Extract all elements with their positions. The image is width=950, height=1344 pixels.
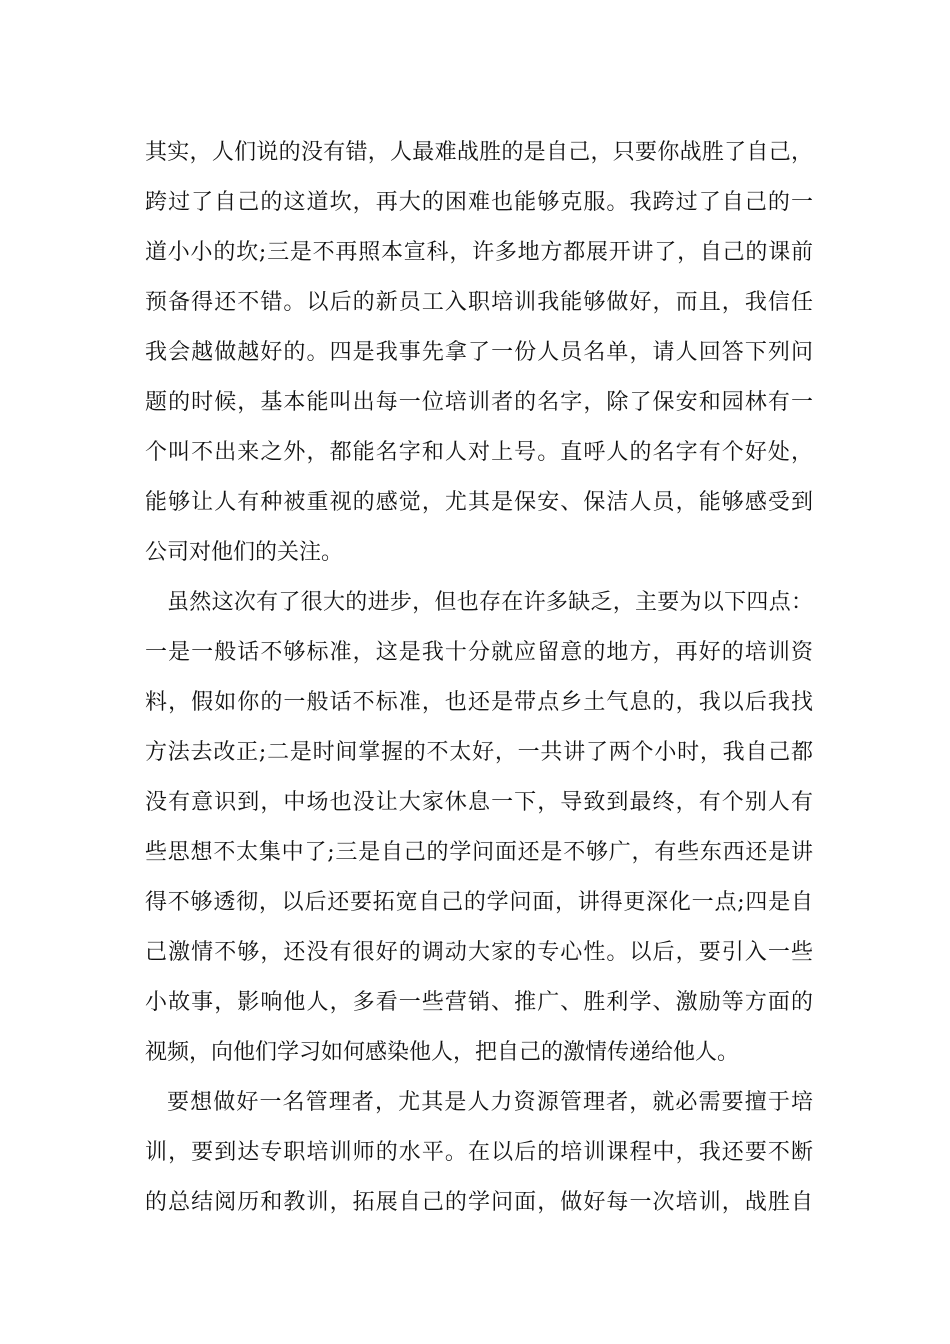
text-line: 我会越做越好的。四是我事先拿了一份人员名单，请人回答下列问 <box>145 340 813 365</box>
text-line: 训，要到达专职培训师的水平。在以后的培训课程中，我还要不断 <box>145 1140 813 1165</box>
text-line: 跨过了自己的这道坎，再大的困难也能够克服。我跨过了自己的一 <box>145 190 813 215</box>
text-line: 些思想不太集中了;三是自己的学问面还是不够广，有些东西还是讲 <box>145 840 813 865</box>
text-line: 的总结阅历和教训，拓展自己的学问面，做好每一次培训，战胜自 <box>145 1190 813 1215</box>
text-line: 要想做好一名管理者，尤其是人力资源管理者，就必需要擅于培 <box>167 1090 813 1115</box>
text-line: 预备得还不错。以后的新员工入职培训我能够做好，而且，我信任 <box>145 290 813 315</box>
paragraph-1 <box>145 128 813 578</box>
text-line: 虽然这次有了很大的进步，但也存在许多缺乏，主要为以下四点： <box>167 590 813 615</box>
text-line: 一是一般话不够标准，这是我十分就应留意的地方，再好的培训资 <box>145 640 813 665</box>
paragraph-2 <box>145 578 813 1078</box>
text-line: 己激情不够，还没有很好的调动大家的专心性。以后，要引入一些 <box>145 940 813 965</box>
text-line: 个叫不出来之外，都能名字和人对上号。直呼人的名字有个好处， <box>145 440 813 465</box>
text-line: 料，假如你的一般话不标准，也还是带点乡土气息的，我以后我找 <box>145 690 813 715</box>
document-body <box>145 128 813 1228</box>
text-line: 没有意识到，中场也没让大家休息一下，导致到最终，有个别人有 <box>145 790 813 815</box>
text-line: 视频，向他们学习如何感染他人，把自己的激情传递给他人。 <box>145 1040 740 1065</box>
text-line: 得不够透彻，以后还要拓宽自己的学问面，讲得更深化一点;四是自 <box>145 890 813 915</box>
paragraph-3 <box>145 1078 813 1228</box>
text-line: 题的时候，基本能叫出每一位培训者的名字，除了保安和园林有一 <box>145 390 813 415</box>
text-line: 其实，人们说的没有错，人最难战胜的是自己，只要你战胜了自己， <box>145 140 813 165</box>
text-line: 公司对他们的关注。 <box>145 540 344 565</box>
text-line: 方法去改正;二是时间掌握的不太好，一共讲了两个小时，我自己都 <box>145 740 813 765</box>
text-line: 道小小的坎;三是不再照本宣科，许多地方都展开讲了，自己的课前 <box>145 240 813 265</box>
text-line: 能够让人有种被重视的感觉，尤其是保安、保洁人员，能够感受到 <box>145 490 813 515</box>
text-line: 小故事，影响他人，多看一些营销、推广、胜利学、激励等方面的 <box>145 990 813 1015</box>
